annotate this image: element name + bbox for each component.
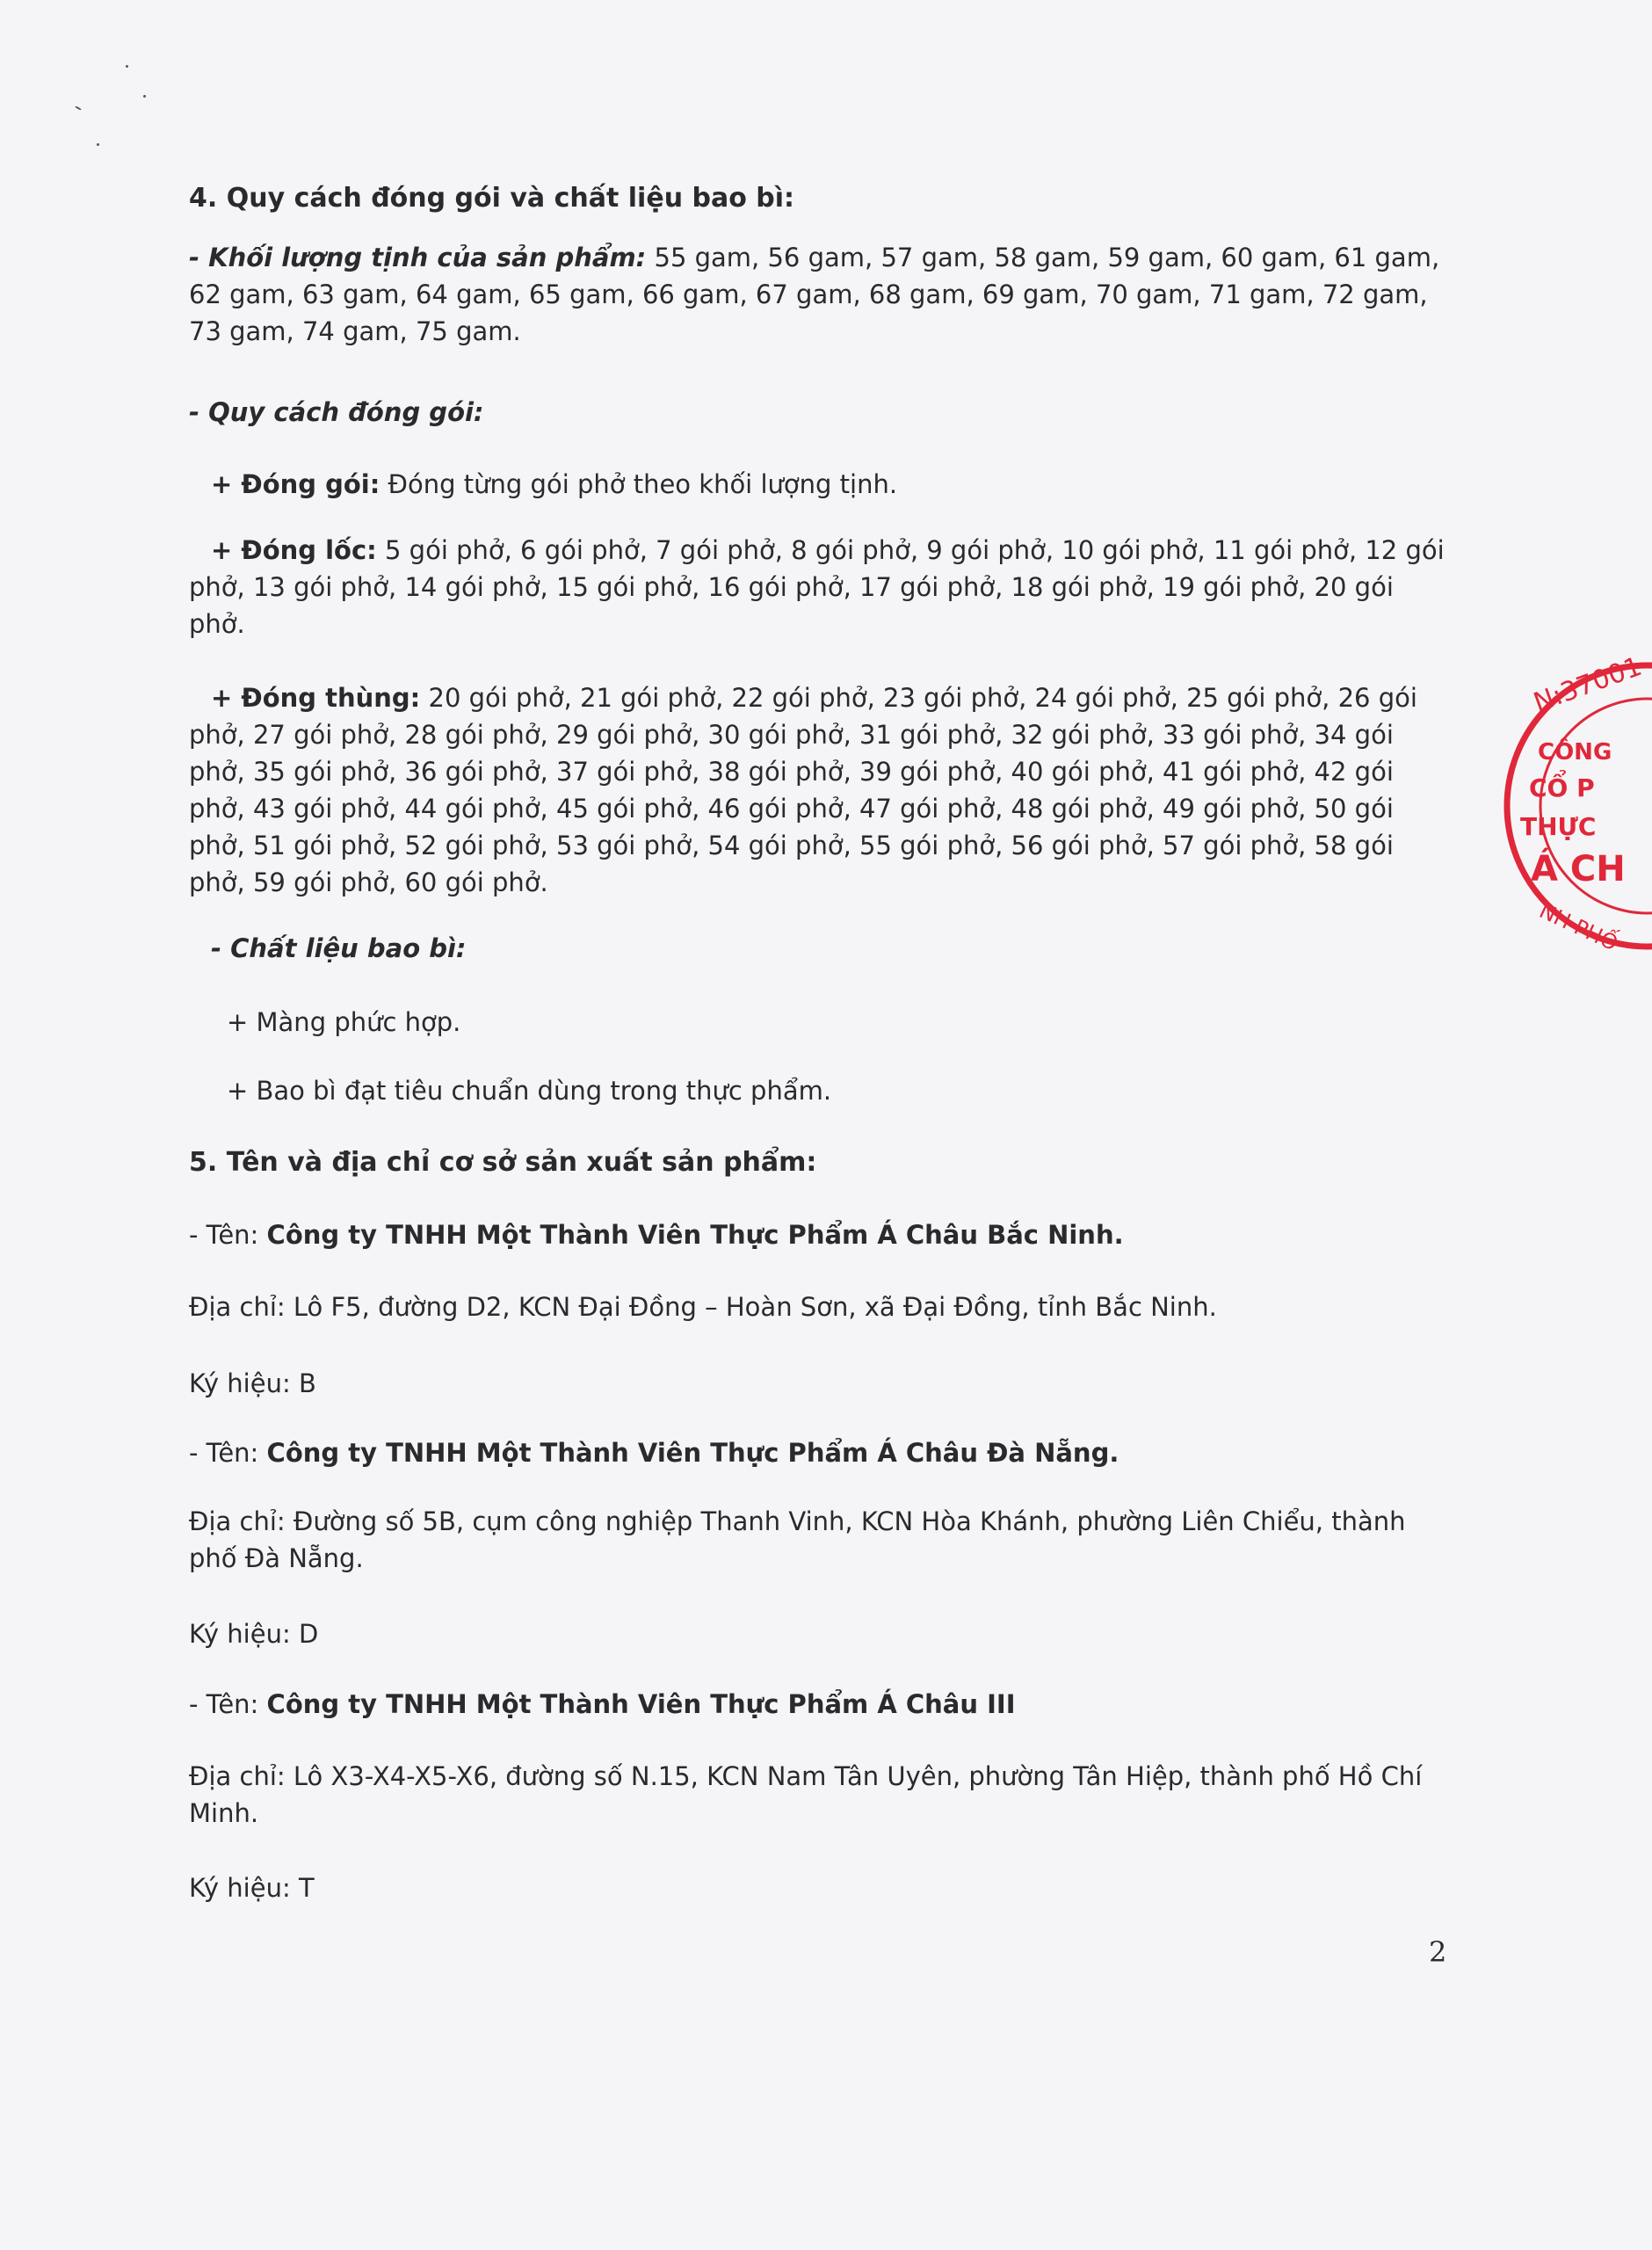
facility-name-label: - Tên: <box>189 1689 267 1719</box>
facility-address: Lô X3-X4-X5-X6, đường số N.15, KCN Nam Tân Uyên, phường Tân Hiệp, thành phố Hồ Chí Minh. <box>189 1761 1423 1828</box>
facility-name: Công ty TNHH Một Thành Viên Thực Phẩm Á Châu III <box>266 1689 1016 1719</box>
facility-name-line <box>189 1434 1446 1471</box>
seal-line2: CỔ P <box>1529 773 1595 802</box>
facility-code-line <box>189 1869 1446 1906</box>
material-item: + Bao bì đạt tiêu chuẩn dùng trong thực phẩm. <box>227 1076 832 1106</box>
facility-name-label: - Tên: <box>189 1438 267 1468</box>
facility-code-label: Ký hiệu: <box>189 1873 299 1903</box>
facility-address-line <box>189 1758 1446 1832</box>
seal-line1: CÔNG <box>1538 739 1612 766</box>
section-4-heading: 4. Quy cách đóng gói và chất liệu bao bì: <box>189 183 795 214</box>
facility-name: Công ty TNHH Một Thành Viên Thực Phẩm Á Châu Đà Nẵng. <box>266 1438 1119 1468</box>
bundle-paragraph <box>189 532 1446 642</box>
facility-address-label: Địa chỉ: <box>189 1292 293 1322</box>
pack-paragraph <box>211 466 1467 503</box>
net-weight-value: 55 gam, 56 gam, 57 gam, 58 gam, 59 gam, 60 gam, 61 gam, 62 gam, 63 gam, 64 gam, 65 gam, 66 gam, 67 gam, 68 gam, 69 gam, 70 gam, 71 gam, 72 gam, 73 gam, 74 gam, 75 gam. <box>189 243 1440 346</box>
facility-address-label: Địa chỉ: <box>189 1506 293 1536</box>
facility-code: D <box>298 1619 319 1649</box>
facility-address-label: Địa chỉ: <box>189 1761 293 1791</box>
pack-label: + Đóng gói: <box>211 469 380 499</box>
facility-name: Công ty TNHH Một Thành Viên Thực Phẩm Á Châu Bắc Ninh. <box>266 1220 1124 1250</box>
section-5-heading: 5. Tên và địa chỉ cơ sở sản xuất sản phẩm: <box>189 1147 817 1178</box>
seal-number: N:37001 <box>1529 650 1647 719</box>
material-item: + Màng phức hợp. <box>227 1007 461 1037</box>
scan-speck <box>75 105 82 111</box>
facility-address: Lô F5, đường D2, KCN Đại Đồng – Hoàn Sơn, xã Đại Đồng, tỉnh Bắc Ninh. <box>293 1292 1217 1322</box>
scan-speck <box>143 95 146 98</box>
bundle-value: 5 gói phở, 6 gói phở, 7 gói phở, 8 gói phở, 9 gói phở, 10 gói phở, 11 gói phở, 12 gói phở, 13 gói phở, 14 gói phở, 15 gói phở, 16 gói phở, 17 gói phở, 18 gói phở, 19 gói phở, 20 gói phở. <box>189 535 1445 639</box>
carton-value: 20 gói phở, 21 gói phở, 22 gói phở, 23 gói phở, 24 gói phở, 25 gói phở, 26 gói phở, 27 gói phở, 28 gói phở, 29 gói phở, 30 gói phở, 31 gói phở, 32 gói phở, 33 gói phở, 34 gói phở, 35 gói phở, 36 gói phở, 37 gói phở, 38 gói phở, 39 gói phở, 40 gói phở, 41 gói phở, 42 gói phở, 43 gói phở, 44 gói phở, 45 gói phở, 46 gói phở, 47 gói phở, 48 gói phở, 49 gói phở, 50 gói phở, 51 gói phở, 52 gói phở, 53 gói phở, 54 gói phở, 55 gói phở, 56 gói phở, 57 gói phở, 58 gói phở, 59 gói phở, 60 gói phở. <box>189 683 1417 897</box>
facility-code-label: Ký hiệu: <box>189 1368 299 1398</box>
facility-code-line <box>189 1615 1446 1652</box>
facility-code: T <box>298 1873 315 1903</box>
page-number: 2 <box>1429 1935 1447 1969</box>
facility-code-line <box>189 1365 1446 1402</box>
facility-address-line <box>189 1503 1446 1577</box>
seal-outer-ring <box>1507 665 1652 947</box>
seal-line3: THỰC <box>1520 812 1597 841</box>
scan-speck <box>97 143 99 146</box>
pack-value: Đóng từng gói phở theo khối lượng tịnh. <box>380 469 898 499</box>
facility-name-line <box>189 1216 1446 1253</box>
scan-speck <box>126 65 128 68</box>
net-weight-paragraph <box>189 239 1446 350</box>
net-weight-label: - Khối lượng tịnh của sản phẩm: <box>189 243 647 272</box>
packing-spec-label: - Quy cách đóng gói: <box>189 397 484 427</box>
facility-address-line <box>189 1288 1446 1325</box>
facility-name-line <box>189 1686 1446 1723</box>
carton-paragraph <box>189 679 1446 901</box>
facility-code: B <box>298 1368 316 1398</box>
seal-bottom: NH PHỐ <box>1535 898 1622 956</box>
material-label: - Chất liệu bao bì: <box>211 933 467 963</box>
company-seal <box>1485 650 1652 956</box>
facility-address: Đường số 5B, cụm công nghiệp Thanh Vinh, KCN Hòa Khánh, phường Liên Chiểu, thành phố Đà Nẵng. <box>189 1506 1406 1573</box>
seal-line4: Á CH <box>1531 849 1626 889</box>
carton-label: + Đóng thùng: <box>211 683 421 713</box>
facility-name-label: - Tên: <box>189 1220 267 1250</box>
facility-code-label: Ký hiệu: <box>189 1619 299 1649</box>
bundle-label: + Đóng lốc: <box>211 535 377 565</box>
